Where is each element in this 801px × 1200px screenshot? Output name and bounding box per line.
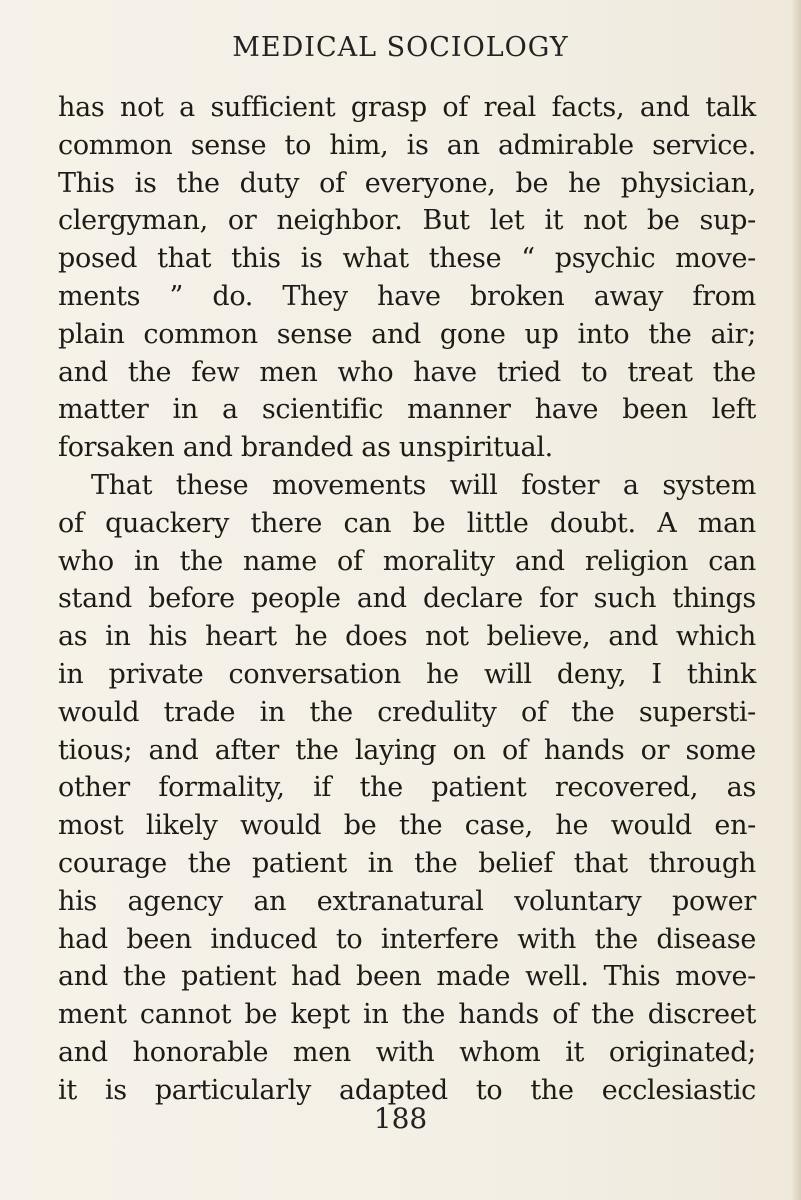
text-line: matter in a scientific manner have been left <box>58 394 756 426</box>
text-line: courage the patient in the belief that through <box>58 847 756 879</box>
text-line: had been induced to interfere with the disease <box>58 923 756 955</box>
text-line: This is the duty of everyone, be he physician, <box>58 167 756 199</box>
text-line: ment cannot be kept in the hands of the discreet <box>58 999 756 1031</box>
text-line: other formality, if the patient recovered, as <box>58 772 756 804</box>
text-line: tious; and after the laying on of hands or some <box>58 734 756 766</box>
text-line: and the few men who have tried to treat the <box>58 356 756 388</box>
text-line: has not a sufficient grasp of real facts, and talk <box>58 92 756 123</box>
text-line: ments ” do. They have broken away from <box>58 280 756 312</box>
text-line: forsaken and branded as unspiritual. <box>58 432 553 464</box>
body-text <box>58 89 756 1110</box>
text-line: his agency an extranatural voluntary power <box>58 885 756 917</box>
text-line: clergyman, or neighbor. But let it not be sup- <box>58 205 756 237</box>
text-line: would trade in the credulity of the supersti- <box>58 696 756 728</box>
text-line: as in his heart he does not believe, and which <box>58 621 756 653</box>
text-line: in private conversation he will deny, I think <box>58 658 756 690</box>
text-line: stand before people and declare for such things <box>58 583 756 615</box>
page-edge-shadow <box>791 0 801 1200</box>
text-line: it is particularly adapted to the ecclesiastic <box>58 1074 756 1106</box>
text-line: of quackery there can be little doubt. A man <box>58 507 756 539</box>
running-head: MEDICAL SOCIOLOGY <box>232 32 569 63</box>
text-line: who in the name of morality and religion can <box>58 545 756 577</box>
text-line: posed that this is what these “ psychic move- <box>58 243 756 275</box>
page-number: 188 <box>373 1102 428 1135</box>
text-line: and the patient had been made well. This move- <box>58 961 756 993</box>
text-line: That these movements will foster a system <box>91 469 756 501</box>
text-line: common sense to him, is an admirable service. <box>58 129 756 161</box>
text-line: plain common sense and gone up into the air; <box>58 318 756 350</box>
text-line: and honorable men with whom it originated; <box>58 1036 756 1068</box>
text-line: most likely would be the case, he would en- <box>58 810 756 842</box>
